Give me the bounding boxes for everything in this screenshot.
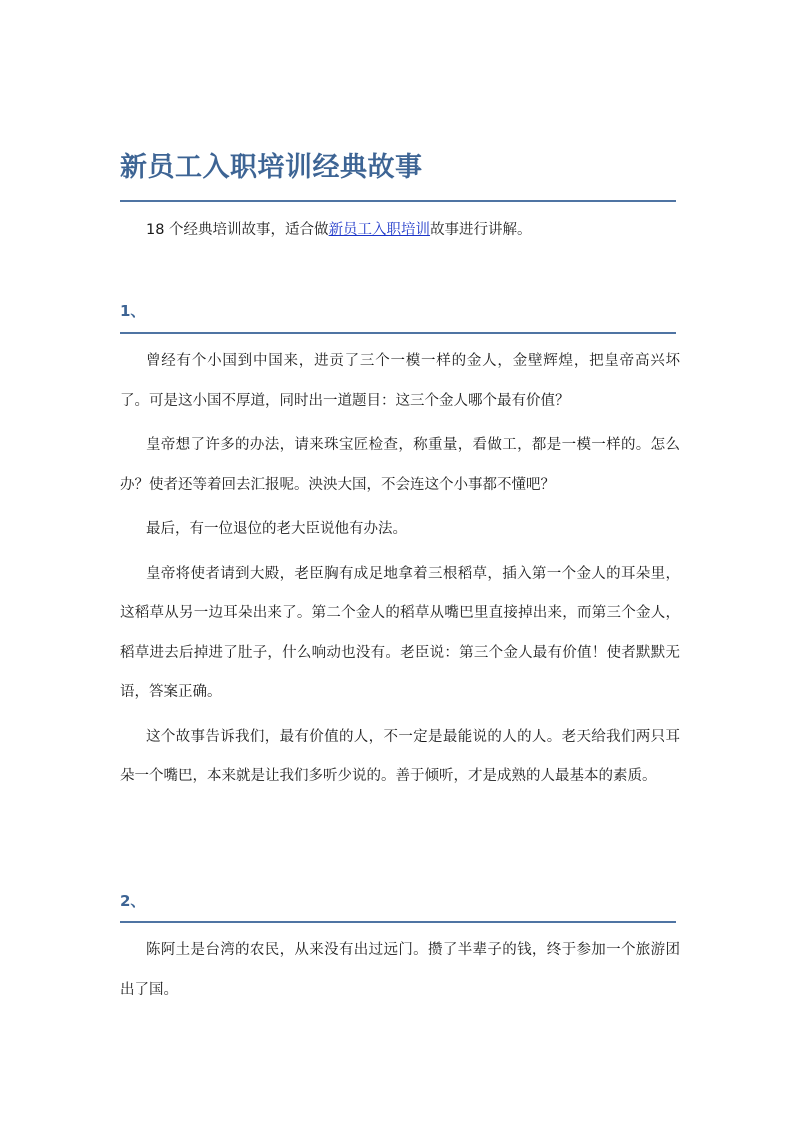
document-title: 新员工入职培训经典故事 xyxy=(120,152,423,183)
paragraph: 曾经有个小国到中国来，进贡了三个一模一样的金人，金壁辉煌，把皇帝高兴坏了。可是这小国不厚道，同时出一道题目：这三个金人哪个最有价值？ xyxy=(120,353,680,409)
paragraph: 最后，有一位退位的老大臣说他有办法。 xyxy=(146,521,407,537)
section-1-body xyxy=(120,342,680,802)
section-heading-1: 1、 xyxy=(120,302,146,320)
intro-paragraph xyxy=(120,215,676,245)
section-2-divider xyxy=(120,921,676,923)
training-link[interactable]: 新员工入职培训 xyxy=(328,222,431,238)
section-1-divider xyxy=(120,332,676,334)
section-2-body xyxy=(120,931,680,1015)
section-heading-2: 2、 xyxy=(120,892,146,910)
paragraph: 陈阿土是台湾的农民，从来没有出过远门。攒了半辈子的钱，终于参加一个旅游团出了国。 xyxy=(120,942,680,998)
intro-text-before: 18 个经典培训故事，适合做 xyxy=(146,222,329,238)
title-divider xyxy=(120,200,676,202)
intro-text-after: 故事进行讲解。 xyxy=(430,222,532,238)
paragraph: 皇帝将使者请到大殿，老臣胸有成足地拿着三根稻草，插入第一个金人的耳朵里，这稻草从另一边耳朵出来了。第二个金人的稻草从嘴巴里直接掉出来，而第三个金人，稻草进去后掉进了肚子，什么响动也没有。老臣说：第三个金人最有价值！使者默默无语，答案正确。 xyxy=(120,565,680,700)
paragraph: 这个故事告诉我们，最有价值的人，不一定是最能说的人的人。老天给我们两只耳朵一个嘴巴，本来就是让我们多听少说的。善于倾听，才是成熟的人最基本的素质。 xyxy=(120,728,680,784)
paragraph: 皇帝想了许多的办法，请来珠宝匠检查，称重量，看做工，都是一模一样的。怎么办？使者还等着回去汇报呢。泱泱大国，不会连这个小事都不懂吧？ xyxy=(120,437,680,493)
